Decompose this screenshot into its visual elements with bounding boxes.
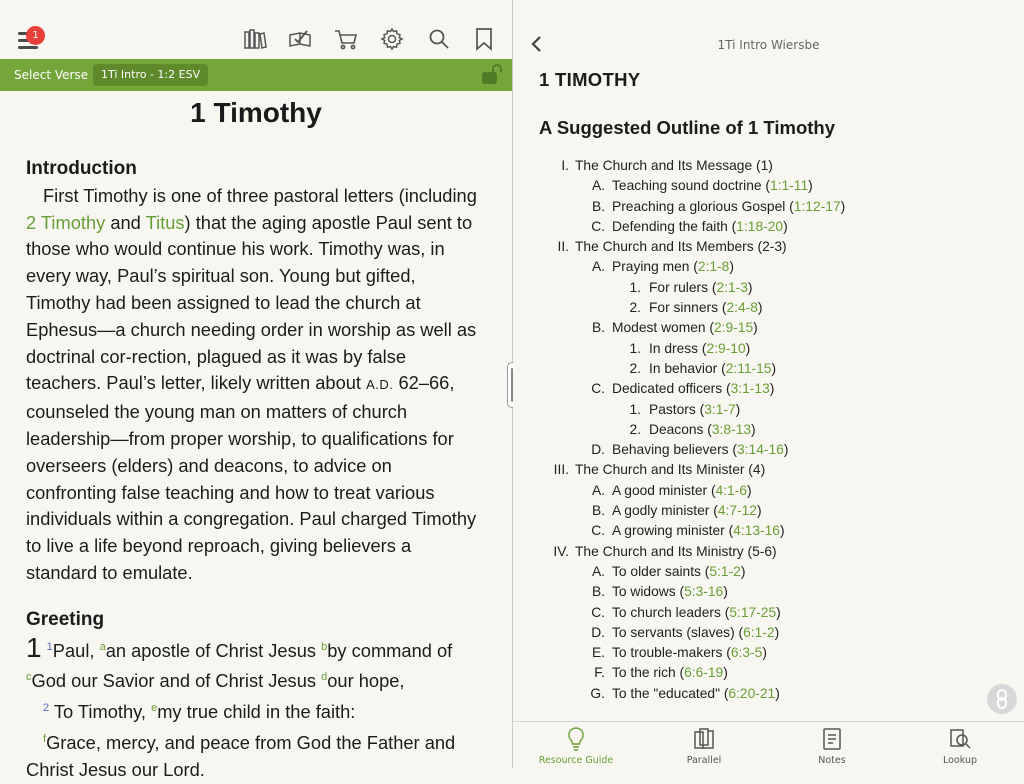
outline-label: Pastors	[649, 401, 696, 417]
verse-text: our hope,	[327, 670, 405, 692]
outline-item	[513, 684, 1024, 704]
unlock-icon[interactable]	[481, 64, 503, 84]
greeting-heading: Greeting	[26, 608, 105, 630]
outline-label: Dedicated officers	[612, 381, 723, 397]
scripture-reference-link[interactable]: 2:9-15	[714, 320, 754, 336]
chapter-number[interactable]: 1	[26, 631, 42, 663]
scripture-reference-link[interactable]: 1:1-11	[770, 178, 809, 194]
search-icon[interactable]	[427, 27, 451, 51]
outline-marker: B.	[591, 584, 605, 600]
outline-item	[513, 521, 1024, 541]
tab-parallel[interactable]	[659, 726, 749, 766]
outline-marker: G.	[590, 685, 605, 701]
outline-item	[513, 318, 1024, 338]
outline-text: Defending the faith (1:18-20)	[612, 218, 788, 234]
scripture-reference-link[interactable]: 5:3-16	[684, 584, 724, 600]
outline-text	[575, 542, 777, 562]
outline-marker: IV.	[553, 543, 569, 559]
scripture-reference-link[interactable]: 6:1-2	[743, 624, 775, 640]
verse-text: by command of	[327, 639, 453, 661]
outline-item	[513, 176, 1024, 196]
verse-2-cont	[26, 726, 484, 784]
outline-marker: E.	[591, 645, 605, 661]
outline-text: Preaching a glorious Gospel (1:12-17)	[612, 198, 846, 214]
scripture-reference-link[interactable]: 3:1-13	[730, 381, 770, 397]
scripture-reference-link[interactable]: 3:1-7	[704, 401, 736, 417]
verse-text: my true child in the faith:	[157, 701, 356, 723]
verse-text: To Timothy,	[53, 701, 146, 723]
verse-number[interactable]: 2	[43, 702, 50, 715]
bookmark-icon[interactable]	[472, 27, 496, 51]
scripture-reference-link[interactable]: 4:13-16	[733, 523, 780, 539]
outline-item	[513, 440, 1024, 460]
outline-label: In dress	[649, 340, 699, 356]
outline-marker: C.	[591, 604, 605, 620]
scripture-reference-link[interactable]: 2:11-15	[725, 360, 772, 376]
intro-text: and	[110, 211, 141, 233]
outline-marker: 2.	[629, 421, 641, 437]
footnote-marker[interactable]: a	[99, 640, 106, 653]
outline-item	[513, 663, 1024, 683]
select-verse-button[interactable]: Select Verse	[14, 68, 89, 82]
outline-label: To servants (slaves)	[612, 624, 735, 640]
outline-label: Teaching sound doctrine	[612, 178, 762, 194]
menu-bar	[18, 46, 38, 49]
outline-item	[513, 278, 1024, 298]
outline-text: To widows (5:3-16)	[612, 584, 728, 600]
outline-label: A growing minister	[612, 523, 725, 539]
outline-label: To older saints	[612, 563, 701, 579]
outline-label: The Church and Its Members (2-3)	[575, 239, 787, 255]
cart-icon[interactable]	[334, 27, 358, 51]
outline-text: Teaching sound doctrine (1:1-11)	[612, 178, 813, 194]
outline-item	[513, 156, 1024, 176]
tab-label: Lookup	[942, 755, 977, 766]
link-2-timothy[interactable]: 2 Timothy	[26, 211, 106, 233]
verse-1	[26, 631, 484, 665]
outline-label: For sinners	[649, 300, 719, 316]
outline-item	[513, 217, 1024, 237]
tab-resource-guide[interactable]	[531, 726, 621, 766]
outline-item	[513, 197, 1024, 217]
outline-item	[513, 257, 1024, 277]
link-titus[interactable]: Titus	[145, 211, 185, 233]
outline-label: In behavior	[649, 360, 718, 376]
outline-item	[513, 359, 1024, 379]
outline-label: The Church and Its Message (1)	[575, 158, 773, 173]
reference-pill[interactable]: 1Ti Intro - 1:2 ESV	[93, 64, 208, 86]
outline-item	[513, 582, 1024, 602]
outline-marker: C.	[591, 381, 605, 397]
outline-item	[513, 298, 1024, 318]
outline-text: Dedicated officers (3:1-13)	[612, 381, 775, 397]
notes-icon	[820, 726, 844, 752]
outline-text: To servants (slaves) (6:1-2)	[612, 624, 780, 640]
outline-marker: F.	[594, 665, 605, 681]
outline-marker: C.	[591, 523, 605, 539]
scripture-reference-link[interactable]: 5:1-2	[709, 563, 741, 579]
resource-pane	[513, 0, 1024, 768]
outline-marker: C.	[591, 218, 605, 234]
verse-context-bar	[0, 59, 512, 91]
outline-marker: D.	[591, 624, 605, 640]
outline-heading: A Suggested Outline of 1 Timothy	[539, 117, 836, 138]
scripture-reference-link[interactable]: 2:4-8	[726, 300, 758, 316]
verse-text: Paul,	[52, 639, 95, 661]
outline-item	[513, 623, 1024, 643]
scripture-reference-link[interactable]: 4:7-12	[717, 503, 757, 519]
outline-text: To the "educated" (6:20-21)	[612, 685, 780, 701]
footnote-marker[interactable]: b	[321, 640, 328, 653]
outline-text: A growing minister (4:13-16)	[612, 523, 785, 539]
scripture-reference-link[interactable]: 4:1-6	[715, 482, 747, 498]
outline-marker: A.	[591, 563, 605, 579]
outline-text: Modest women (2:9-15)	[612, 320, 758, 336]
tab-label: Resource Guide	[538, 755, 614, 766]
notification-badge[interactable]: 1	[26, 26, 45, 45]
outline-label: The Church and Its Minister (4)	[575, 462, 766, 478]
outline-item	[513, 420, 1024, 440]
outline-text: Praying men (2:1-8)	[612, 259, 734, 275]
outline-text: In dress (2:9-10)	[649, 340, 751, 356]
outline-text: Pastors (3:1-7)	[649, 401, 741, 417]
outline-item	[513, 339, 1024, 359]
outline-label: The Church and Its Ministry (5-6)	[575, 543, 777, 559]
verse-number[interactable]: 1	[46, 640, 53, 653]
resource-heading: 1 TIMOTHY	[539, 69, 641, 90]
scripture-reference-link[interactable]: 2:1-3	[716, 279, 748, 295]
main-toolbar	[0, 22, 512, 58]
outline-text: In behavior (2:11-15)	[649, 360, 777, 376]
scripture-reference-link[interactable]: 6:6-19	[684, 665, 724, 681]
resource-title: 1Ti Intro Wiersbe	[717, 38, 820, 52]
outline-marker: 2.	[629, 300, 641, 316]
outline-label: To the "educated"	[612, 685, 720, 701]
outline-item	[513, 400, 1024, 420]
outline-label: To the rich	[612, 665, 676, 681]
outline-label: Defending the faith	[612, 218, 728, 234]
outline-text: For sinners (2:4-8)	[649, 300, 763, 316]
outline-text: A good minister (4:1-6)	[612, 482, 752, 498]
scripture-reference-link[interactable]: 3:14-16	[737, 442, 784, 458]
outline-marker: A.	[591, 482, 605, 498]
intro-heading: Introduction	[26, 158, 137, 179]
outline-text: A godly minister (4:7-12)	[612, 503, 762, 519]
outline-text: To the rich (6:6-19)	[612, 665, 728, 681]
outline-list	[513, 156, 1024, 704]
outline-item	[513, 603, 1024, 623]
outline-item	[513, 481, 1024, 501]
outline-marker: B.	[591, 503, 605, 519]
settings-icon[interactable]	[380, 27, 404, 51]
outline-label: Deacons	[649, 421, 704, 437]
outline-marker: B.	[591, 320, 605, 336]
bottom-tab-bar	[513, 721, 1024, 768]
intro-text: 62–66, counseled the young man on matters of church leadership—from proper worship, to qualifications for overseers (elders) and deacons, to advice on confronting false teaching and how to treat various individuals within a congregation. Paul charged Timothy to live a life beyond reproach, giving believers a standard to emulate.	[26, 372, 477, 583]
tab-notes[interactable]	[787, 726, 877, 766]
outline-text: To older saints (5:1-2)	[612, 563, 746, 579]
outline-item	[513, 237, 1024, 257]
scripture-reference-link[interactable]: 5:17-25	[729, 604, 777, 620]
outline-marker: 1.	[629, 401, 641, 417]
reading-plan-icon[interactable]	[288, 27, 312, 51]
outline-marker: II.	[557, 239, 569, 255]
bible-text	[26, 156, 484, 784]
bible-pane	[0, 0, 512, 780]
intro-text: First Timothy is one of three pastoral letters (including	[43, 184, 477, 206]
verse-2	[26, 695, 484, 726]
outline-text: For rulers (2:1-3)	[649, 279, 753, 295]
intro-paragraph	[26, 183, 484, 587]
verse-text: Grace, mercy, and peace from God the Father and Christ Jesus our Lord.	[26, 731, 456, 780]
outline-marker: B.	[591, 198, 605, 214]
outline-label: Modest women	[612, 320, 706, 336]
link-sync-icon	[987, 684, 1017, 714]
outline-text	[575, 237, 787, 257]
verse-1-cont	[26, 664, 484, 695]
footnote-marker[interactable]: f	[43, 732, 47, 745]
outline-marker: A.	[591, 259, 605, 275]
verse-text: God our Savior and of Christ Jesus	[31, 670, 317, 692]
outline-marker: 2.	[629, 360, 641, 376]
footnote-marker[interactable]: e	[151, 702, 158, 715]
outline-item	[513, 460, 1024, 480]
scripture-reference-link[interactable]: 6:20-21	[728, 685, 776, 701]
intro-era: A.D.	[366, 377, 394, 393]
outline-marker: D.	[591, 442, 605, 458]
outline-marker: 1.	[629, 340, 641, 356]
footnote-marker[interactable]: d	[321, 671, 328, 684]
outline-label: Preaching a glorious Gospel	[612, 198, 786, 214]
outline-marker: III.	[553, 462, 569, 478]
outline-label: A godly minister	[612, 503, 710, 519]
scripture-reference-link[interactable]: 2:1-8	[697, 259, 730, 275]
book-title: 1 Timothy	[190, 97, 322, 128]
outline-item	[513, 379, 1024, 399]
footnote-marker[interactable]: c	[26, 671, 32, 684]
scripture-reference-link[interactable]: 1:12-17	[793, 198, 841, 214]
scripture-reference-link[interactable]: 6:3-5	[730, 645, 763, 661]
outline-label: Behaving believers	[612, 442, 729, 458]
tab-label: Parallel	[686, 755, 722, 766]
outline-item	[513, 562, 1024, 582]
parallel-books-icon	[692, 726, 716, 752]
outline-text: To trouble-makers (6:3-5)	[612, 645, 767, 661]
lookup-icon	[948, 726, 972, 752]
scripture-reference-link[interactable]: 1:18-20	[736, 218, 784, 234]
outline-label: A good minister	[612, 482, 708, 498]
outline-label: To trouble-makers	[612, 645, 723, 661]
outline-label: Praying men	[612, 259, 690, 275]
outline-marker: 1.	[629, 279, 641, 295]
outline-label: To church leaders	[612, 604, 721, 620]
library-icon[interactable]	[243, 27, 267, 51]
outline-text: To church leaders (5:17-25)	[612, 604, 781, 620]
scroll-lock-button[interactable]	[987, 684, 1017, 714]
tab-label: Notes	[818, 755, 846, 766]
outline-text: Behaving believers (3:14-16)	[612, 442, 789, 458]
outline-text	[575, 460, 765, 480]
verse-text: an apostle of Christ Jesus	[105, 639, 317, 661]
outline-marker: A.	[591, 178, 605, 194]
outline-text: Deacons (3:8-13)	[649, 421, 756, 437]
outline-label: To widows	[612, 584, 676, 600]
tab-lookup[interactable]	[915, 726, 1005, 766]
intro-text: ) that the aging apostle Paul sent to those who would continue his work. Timothy was, in every way, Paul’s spiritual son. Young but gifted, Timothy had been assigned to lead the church at Ephesus—a church needing order in worship as well as doctrinal cor-rection, plagued as it was by false teachers. Paul’s letter, likely written about	[26, 211, 477, 394]
scripture-reference-link[interactable]: 3:8-13	[711, 421, 752, 437]
outline-label: For rulers	[649, 279, 709, 295]
outline-text	[575, 156, 773, 176]
outline-item	[513, 501, 1024, 521]
outline-marker: I.	[561, 158, 569, 173]
outline-item	[513, 643, 1024, 663]
scripture-reference-link[interactable]: 2:9-10	[706, 340, 746, 356]
outline-item	[513, 542, 1024, 562]
lightbulb-icon	[564, 726, 588, 752]
